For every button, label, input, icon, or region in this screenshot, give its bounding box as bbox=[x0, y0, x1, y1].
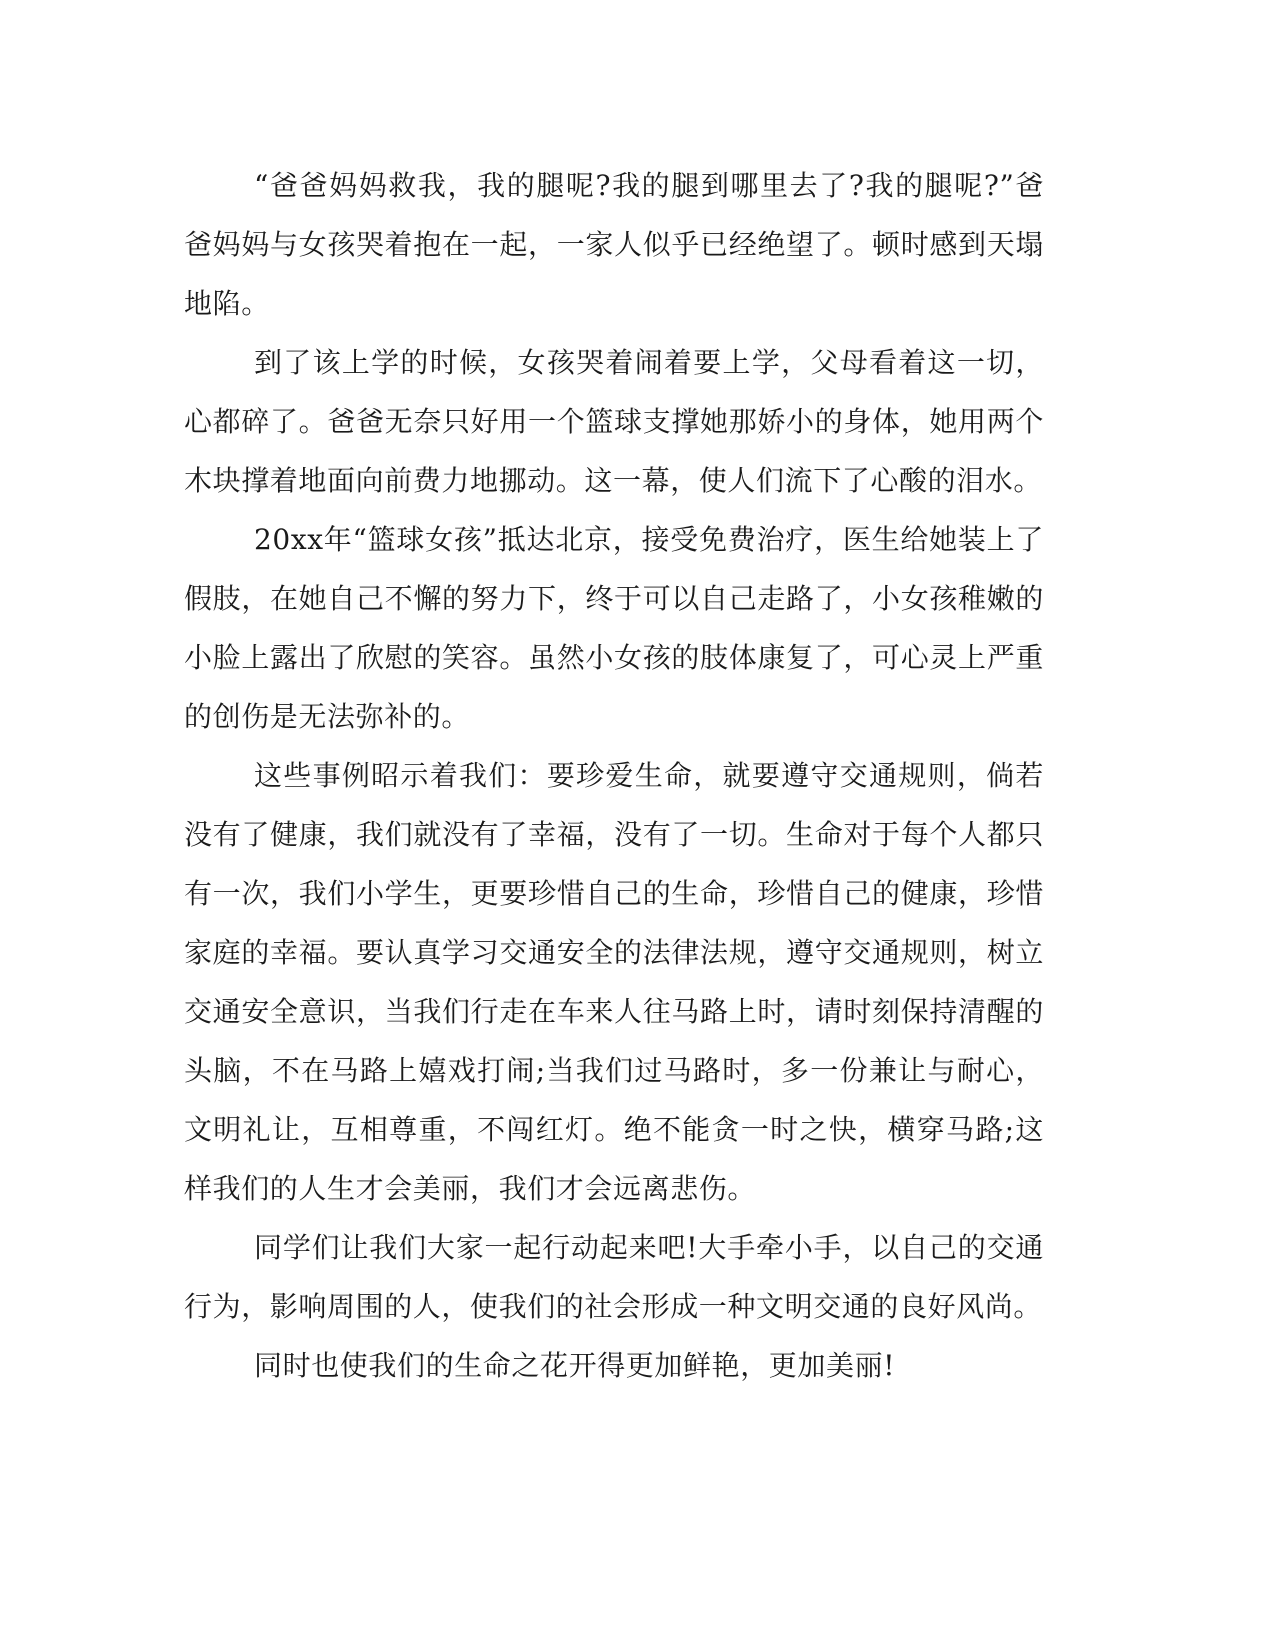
paragraph-2: 到了该上学的时候，女孩哭着闹着要上学，父母看着这一切，心都碎了。爸爸无奈只好用一个篮球支撑她那娇小的身体，她用两个木块撑着地面向前费力地挪动。这一幕，使人们流下了心酸的泪水。 bbox=[184, 346, 1044, 497]
paragraph-5: 同学们让我们大家一起行动起来吧!大手牵小手，以自己的交通行为，影响周围的人，使我们的社会形成一种文明交通的良好风尚。 bbox=[184, 1231, 1044, 1323]
paragraph-6: 同时也使我们的生命之花开得更加鲜艳，更加美丽! bbox=[254, 1349, 896, 1382]
paragraph-1: “爸爸妈妈救我，我的腿呢?我的腿到哪里去了?我的腿呢?”爸爸妈妈与女孩哭着抱在一起，一家人似乎已经绝望了。顿时感到天塌地陷。 bbox=[184, 169, 1044, 320]
paragraph-4: 这些事例昭示着我们：要珍爱生命，就要遵守交通规则，倘若没有了健康，我们就没有了幸福，没有了一切。生命对于每个人都只有一次，我们小学生，更要珍惜自己的生命，珍惜自己的健康，珍惜家庭的幸福。要认真学习交通安全的法律法规，遵守交通规则，树立交通安全意识，当我们行走在车来人往马路上时，请时刻保持清醒的头脑，不在马路上嬉戏打闹;当我们过马路时，多一份兼让与耐心，文明礼让，互相尊重，不闯红灯。绝不能贪一时之快，横穿马路;这样我们的人生才会美丽，我们才会远离悲伤。 bbox=[184, 759, 1044, 1205]
paragraph-3: 20xx年“篮球女孩”抵达北京，接受免费治疗，医生给她装上了假肢，在她自己不懈的努力下，终于可以自己走路了，小女孩稚嫩的小脸上露出了欣慰的笑容。虽然小女孩的肢体康复了，可心灵上严重的创伤是无法弥补的。 bbox=[184, 523, 1044, 733]
body-text bbox=[184, 156, 1044, 1395]
